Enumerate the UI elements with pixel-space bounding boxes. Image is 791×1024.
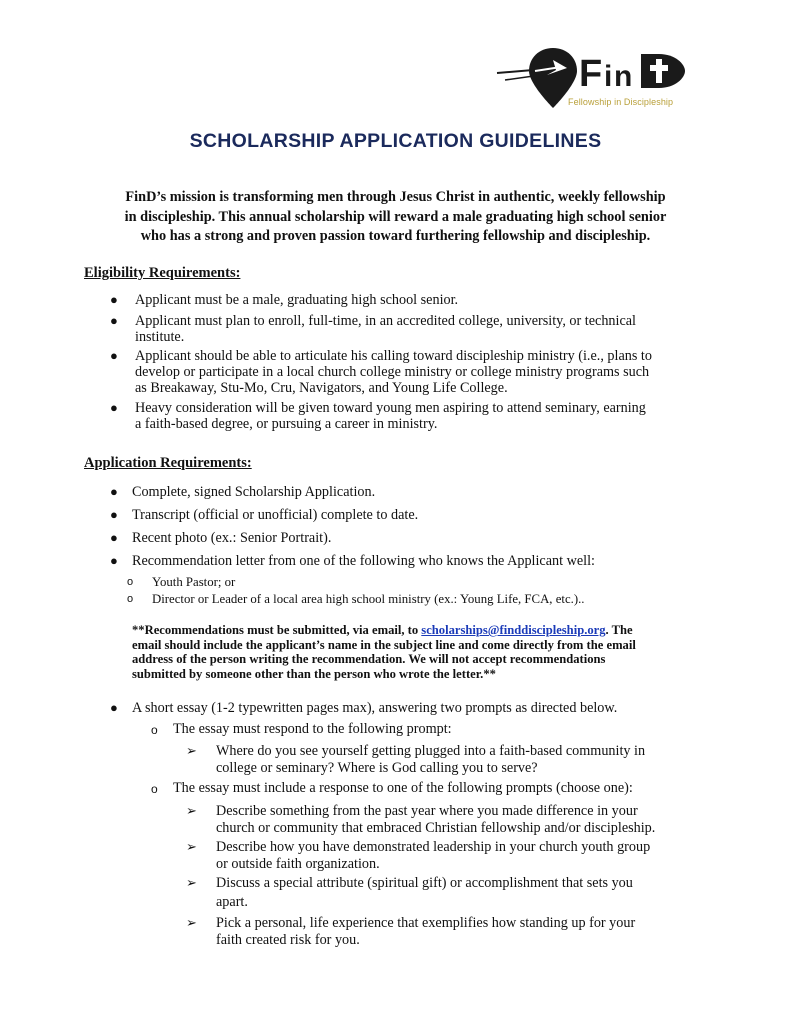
application-heading: Application Requirements:	[84, 455, 252, 471]
bullet-icon: ●	[110, 507, 118, 522]
list-item: ● Recommendation letter from one of the following who knows the Applicant well:	[110, 553, 595, 569]
mission-line: FinD’s mission is transforming men through Jesus Christ in authentic, weekly fellowship	[125, 189, 666, 205]
svg-text:n: n	[614, 60, 633, 93]
bullet-icon: ●	[110, 553, 118, 568]
list-item: ● Transcript (official or unofficial) complete to date.	[110, 507, 419, 523]
arrow-bullet-icon: ➢	[186, 876, 197, 891]
logo-tagline: Fellowship in Discipleship	[568, 97, 674, 107]
prompt-item: ➢ Where do you see yourself getting plugged into a faith-based community in college or seminary? Where is God calling you to serve?	[186, 743, 646, 776]
sub-list-item: o Director or Leader of a local area high school ministry (ex.: Young Life, FCA, etc.)..	[127, 592, 585, 606]
bullet-icon: ●	[110, 530, 118, 545]
arrow-bullet-icon: ➢	[186, 744, 197, 759]
bullet-icon: ●	[110, 700, 118, 715]
arrow-bullet-icon: ➢	[186, 916, 197, 931]
circle-bullet-icon: o	[151, 723, 158, 737]
list-item: ● Complete, signed Scholarship Application.	[110, 484, 376, 500]
sub-list-item: o The essay must respond to the following prompt:	[151, 721, 452, 737]
sub-list-item: o The essay must include a response to one of the following prompts (choose one):	[151, 780, 633, 796]
prompt-item: ➢ Describe something from the past year where you made difference in your church or community that embraced Christian fellowship and/or discipleship.	[186, 803, 656, 836]
bullet-icon: ●	[110, 400, 118, 415]
list-item: ● Applicant should be able to articulate his calling toward discipleship ministry (i.e., plans to develop or participate in a local church college ministry or college ministry programs such as Breakaway, Stu-Mo, Cru, Navigators, and Young Life College.	[110, 348, 652, 396]
list-item: ● Applicant must be a male, graduating high school senior.	[110, 292, 459, 308]
bullet-icon: ●	[110, 484, 118, 499]
prompt-item: ➢ Pick a personal, life experience that exemplifies how standing up for your faith created risk for you.	[186, 915, 636, 948]
page-title: SCHOLARSHIP APPLICATION GUIDELINES	[189, 130, 602, 152]
list-item: ● Applicant must plan to enroll, full-time, in an accredited college, university, or technical institute.	[110, 313, 636, 345]
prompt-item: ➢ Discuss a special attribute (spiritual gift) or accomplishment that sets you apart.	[186, 875, 633, 910]
mission-line: who has a strong and proven passion toward furthering fellowship and discipleship.	[140, 228, 651, 244]
list-item: ● Recent photo (ex.: Senior Portrait).	[110, 530, 332, 546]
mission-statement	[80, 188, 711, 247]
list-item: ● A short essay (1-2 typewritten pages max), answering two prompts as directed below.	[110, 700, 618, 716]
arrow-bullet-icon: ➢	[186, 804, 197, 819]
bullet-icon: ●	[110, 292, 118, 307]
email-link[interactable]: scholarships@finddiscipleship.org	[421, 623, 606, 637]
circle-bullet-icon: o	[151, 782, 158, 796]
bullet-icon: ●	[110, 348, 118, 363]
prompt-item: ➢ Describe how you have demonstrated leadership in your church youth group or outside faith organization.	[186, 839, 651, 872]
mission-line: in discipleship. This annual scholarship will reward a male graduating high school senior	[124, 208, 667, 225]
recommendation-note: **Recommendations must be submitted, via email, to scholarships@finddiscipleship.org. The email should include the applicant’s name in the subject line and come directly from the email address of the person writing the recommendation. We will not accept recommendations submitted by someone other than the person who wrote the letter.**	[132, 623, 636, 681]
sub-list-item: o Youth Pastor; or	[127, 575, 236, 589]
list-item: ● Heavy consideration will be given toward young men aspiring to attend seminary, earning a faith-based degree, or pursuing a career in ministry.	[110, 400, 646, 432]
circle-bullet-icon: o	[127, 593, 134, 605]
bullet-icon: ●	[110, 313, 118, 328]
svg-text:F: F	[579, 53, 602, 95]
svg-text:i: i	[604, 60, 613, 93]
eligibility-heading: Eligibility Requirements:	[84, 265, 241, 281]
circle-bullet-icon: o	[127, 576, 134, 588]
arrow-bullet-icon: ➢	[186, 840, 197, 855]
